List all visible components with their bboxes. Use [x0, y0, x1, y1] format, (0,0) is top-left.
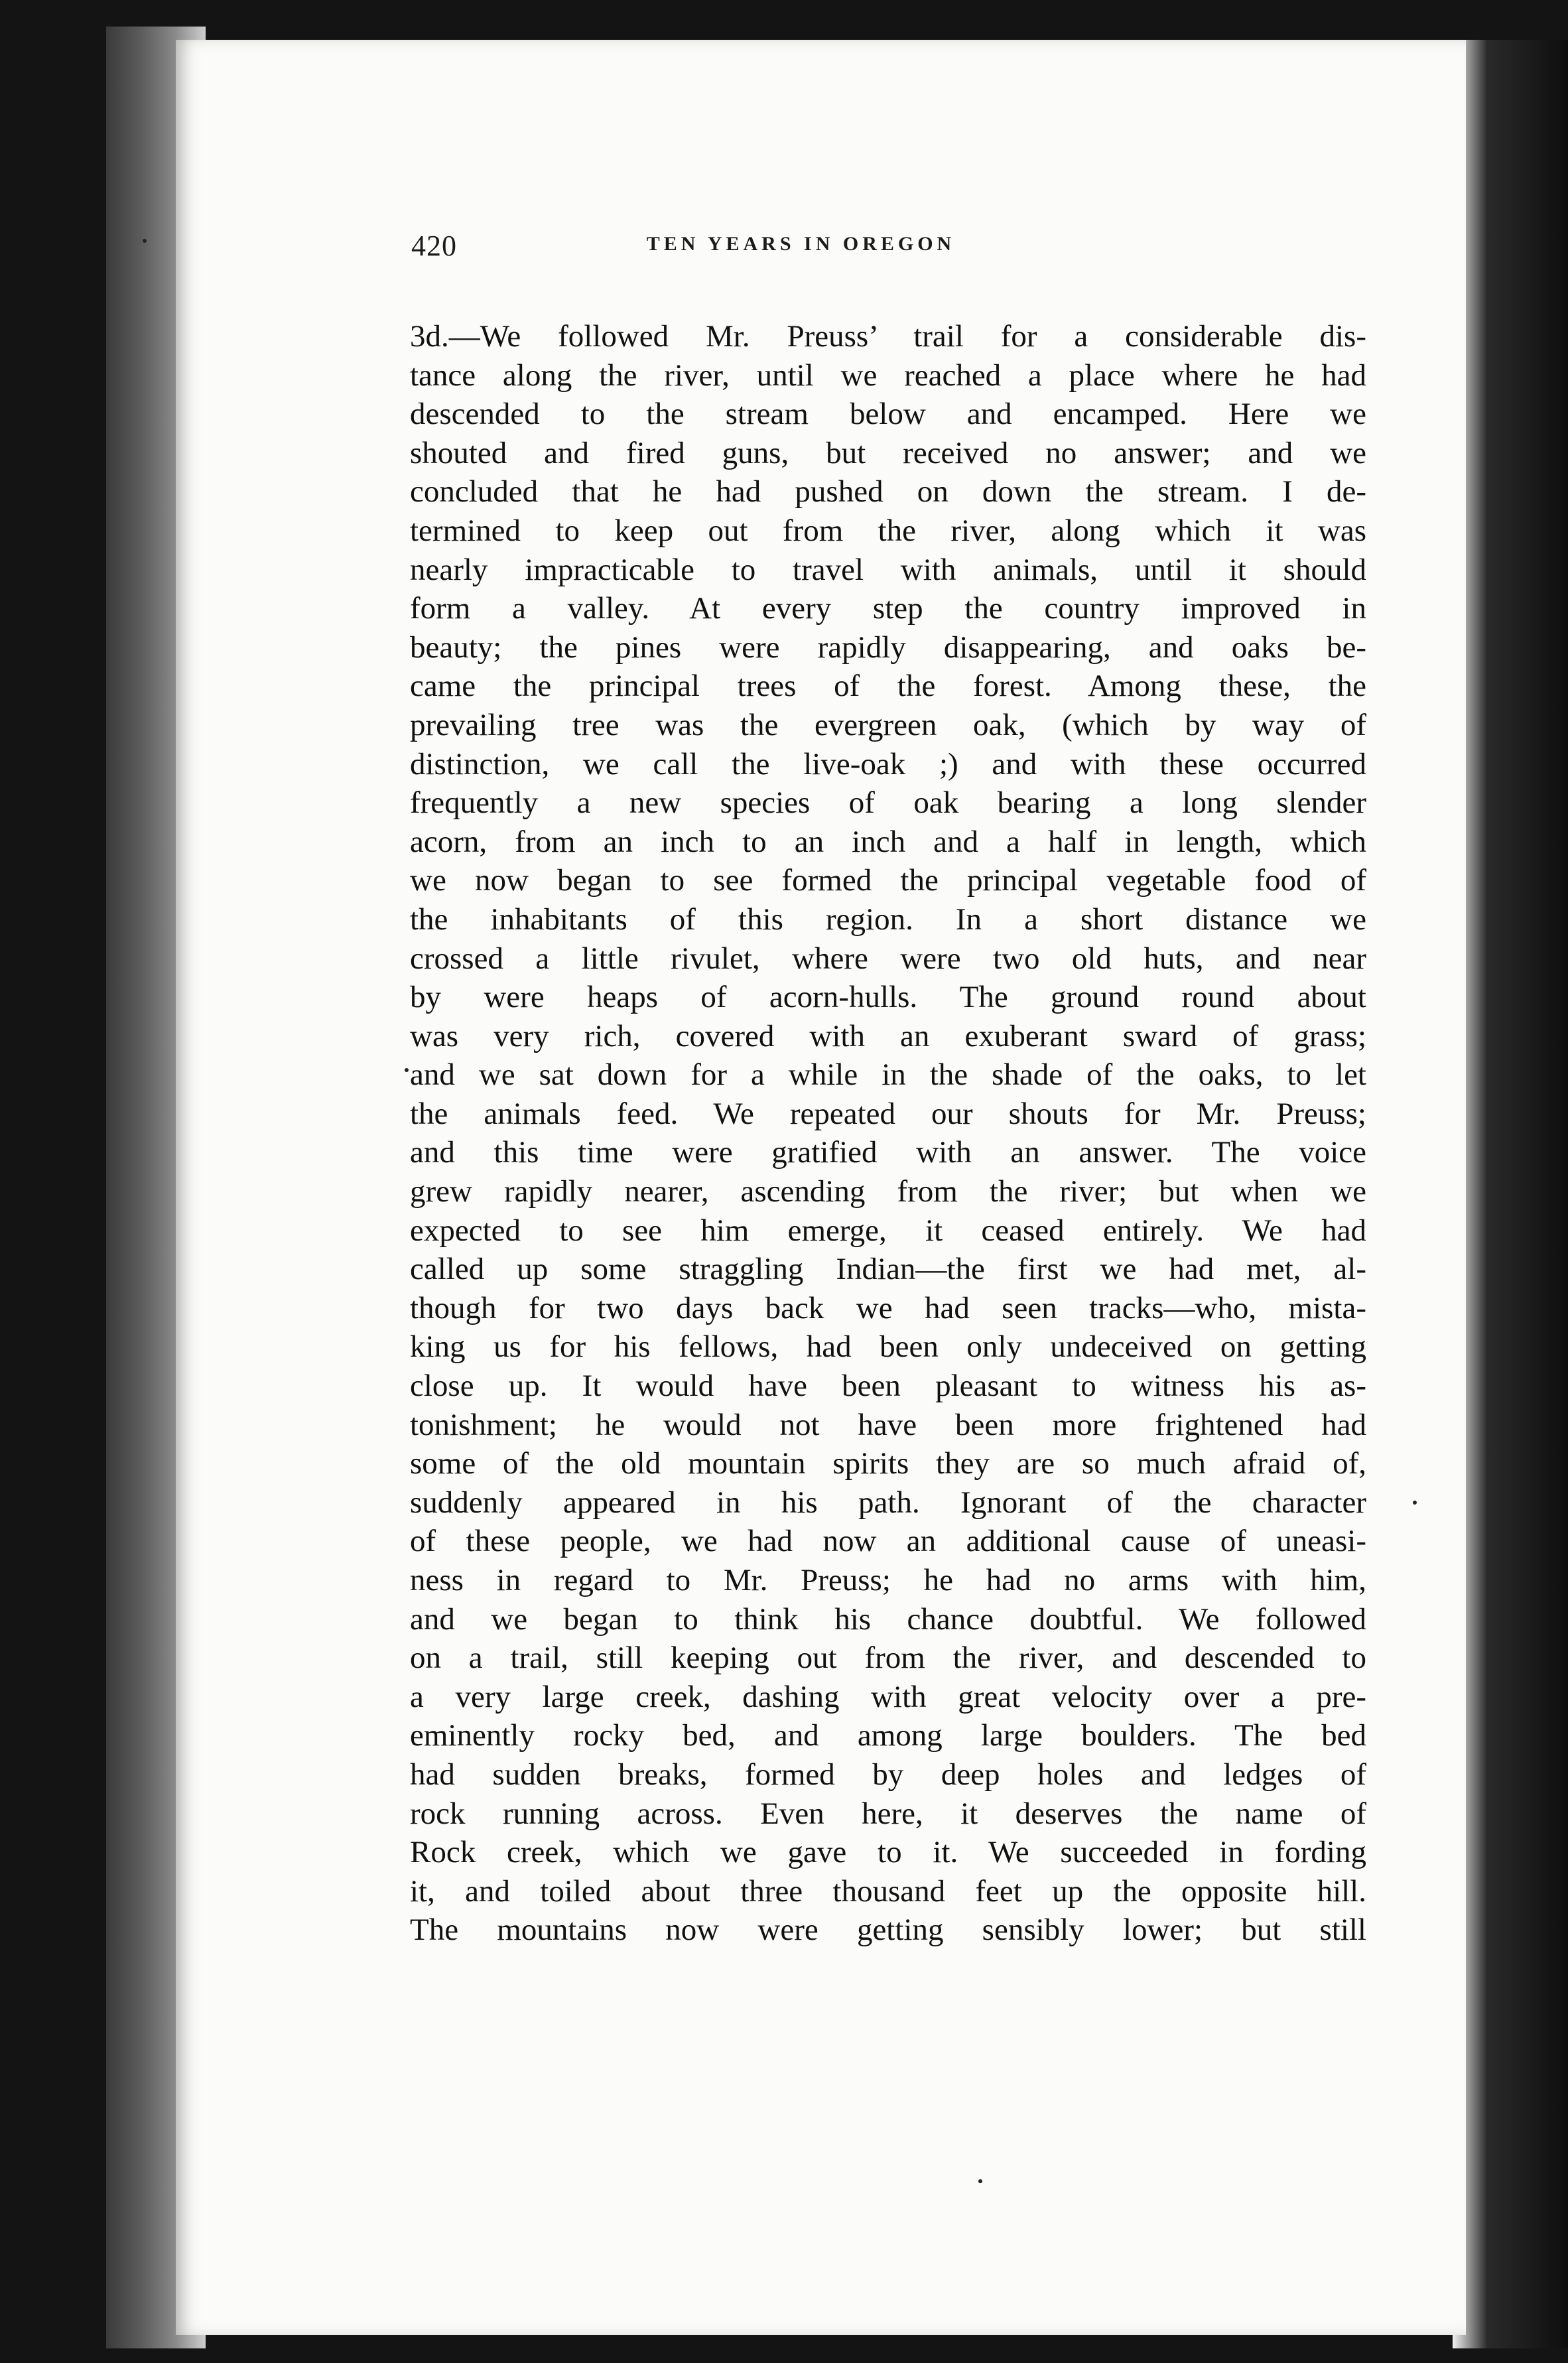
text-line: came the principal trees of the forest. Among these, the	[410, 669, 1366, 704]
text-line: acorn, from an inch to an inch and a half in length, which	[410, 824, 1366, 859]
text-line: rock running across. Even here, it deserves the name of	[410, 1796, 1366, 1831]
scan-speck	[405, 1068, 409, 1072]
text-line: Rock creek, which we gave to it. We succeeded in fording	[410, 1835, 1366, 1870]
text-line: nearly impracticable to travel with animals, until it should	[410, 552, 1366, 587]
page-number: 420	[411, 230, 457, 262]
text-line: The mountains now were getting sensibly lower; but still	[410, 1913, 1366, 1948]
page-header	[232, 229, 1370, 275]
text-line: 3d.—We followed Mr. Preuss’ trail for a considerable dis-	[410, 319, 1366, 354]
text-line: shouted and fired guns, but received no answer; and we	[410, 435, 1366, 470]
text-line: beauty; the pines were rapidly disappearing, and oaks be-	[410, 630, 1366, 665]
scan-speck	[978, 2179, 982, 2183]
text-line: of these people, we had now an additional cause of uneasi-	[410, 1524, 1366, 1559]
text-line: it, and toiled about three thousand feet up the opposite hill.	[410, 1873, 1366, 1909]
text-line: some of the old mountain spirits they are so much afraid of,	[410, 1446, 1366, 1481]
text-line: tonishment; he would not have been more frightened had	[410, 1407, 1366, 1442]
text-line: termined to keep out from the river, along which it was	[410, 513, 1366, 548]
text-line: descended to the stream below and encamped. Here we	[410, 397, 1366, 432]
text-line: frequently a new species of oak bearing a long slender	[410, 785, 1366, 821]
text-line: form a valley. At every step the country improved in	[410, 591, 1366, 626]
text-line: tance along the river, until we reached a place where he had	[410, 358, 1366, 393]
text-line: called up some straggling Indian—the first we had met, al-	[410, 1252, 1366, 1287]
text-line: by were heaps of acorn-hulls. The ground round about	[410, 980, 1366, 1015]
text-line: and we sat down for a while in the shade of the oaks, to let	[410, 1057, 1366, 1093]
scan-speck	[143, 239, 147, 243]
text-line: the animals feed. We repeated our shouts for Mr. Preuss;	[410, 1096, 1366, 1131]
text-line: we now began to see formed the principal vegetable food of	[410, 863, 1366, 898]
book-fore-edge	[1453, 40, 1568, 2348]
text-line: concluded that he had pushed on down the stream. I de-	[410, 474, 1366, 509]
text-line: suddenly appeared in his path. Ignorant of the character	[410, 1485, 1366, 1520]
text-line: king us for his fellows, had been only undeceived on getting	[410, 1329, 1366, 1365]
text-line: eminently rocky bed, and among large boulders. The bed	[410, 1718, 1366, 1753]
text-line: and this time were gratified with an answer. The voice	[410, 1135, 1366, 1170]
text-line: the inhabitants of this region. In a short distance we	[410, 902, 1366, 937]
text-line: crossed a little rivulet, where were two old huts, and near	[410, 941, 1366, 976]
text-line: close up. It would have been pleasant to witness his as-	[410, 1369, 1366, 1404]
text-line: on a trail, still keeping out from the river, and descended to	[410, 1641, 1366, 1676]
body-text	[410, 317, 1366, 1950]
text-line: distinction, we call the live-oak ;) and with these occurred	[410, 746, 1366, 781]
text-line: a very large creek, dashing with great velocity over a pre-	[410, 1679, 1366, 1714]
running-head: TEN YEARS IN OREGON	[646, 233, 956, 255]
text-line: and we began to think his chance doubtful. We followed	[410, 1601, 1366, 1637]
scan-speck	[1413, 1501, 1417, 1505]
text-line: ness in regard to Mr. Preuss; he had no arms with him,	[410, 1563, 1366, 1597]
text-line: had sudden breaks, formed by deep holes and ledges of	[410, 1757, 1366, 1792]
text-line: grew rapidly nearer, ascending from the river; but when we	[410, 1174, 1366, 1209]
text-line: prevailing tree was the evergreen oak, (which by way of	[410, 707, 1366, 742]
text-line: though for two days back we had seen tracks—who, mista-	[410, 1290, 1366, 1325]
text-line: was very rich, covered with an exuberant sward of grass;	[410, 1018, 1366, 1053]
text-line: expected to see him emerge, it ceased entirely. We had	[410, 1213, 1366, 1248]
